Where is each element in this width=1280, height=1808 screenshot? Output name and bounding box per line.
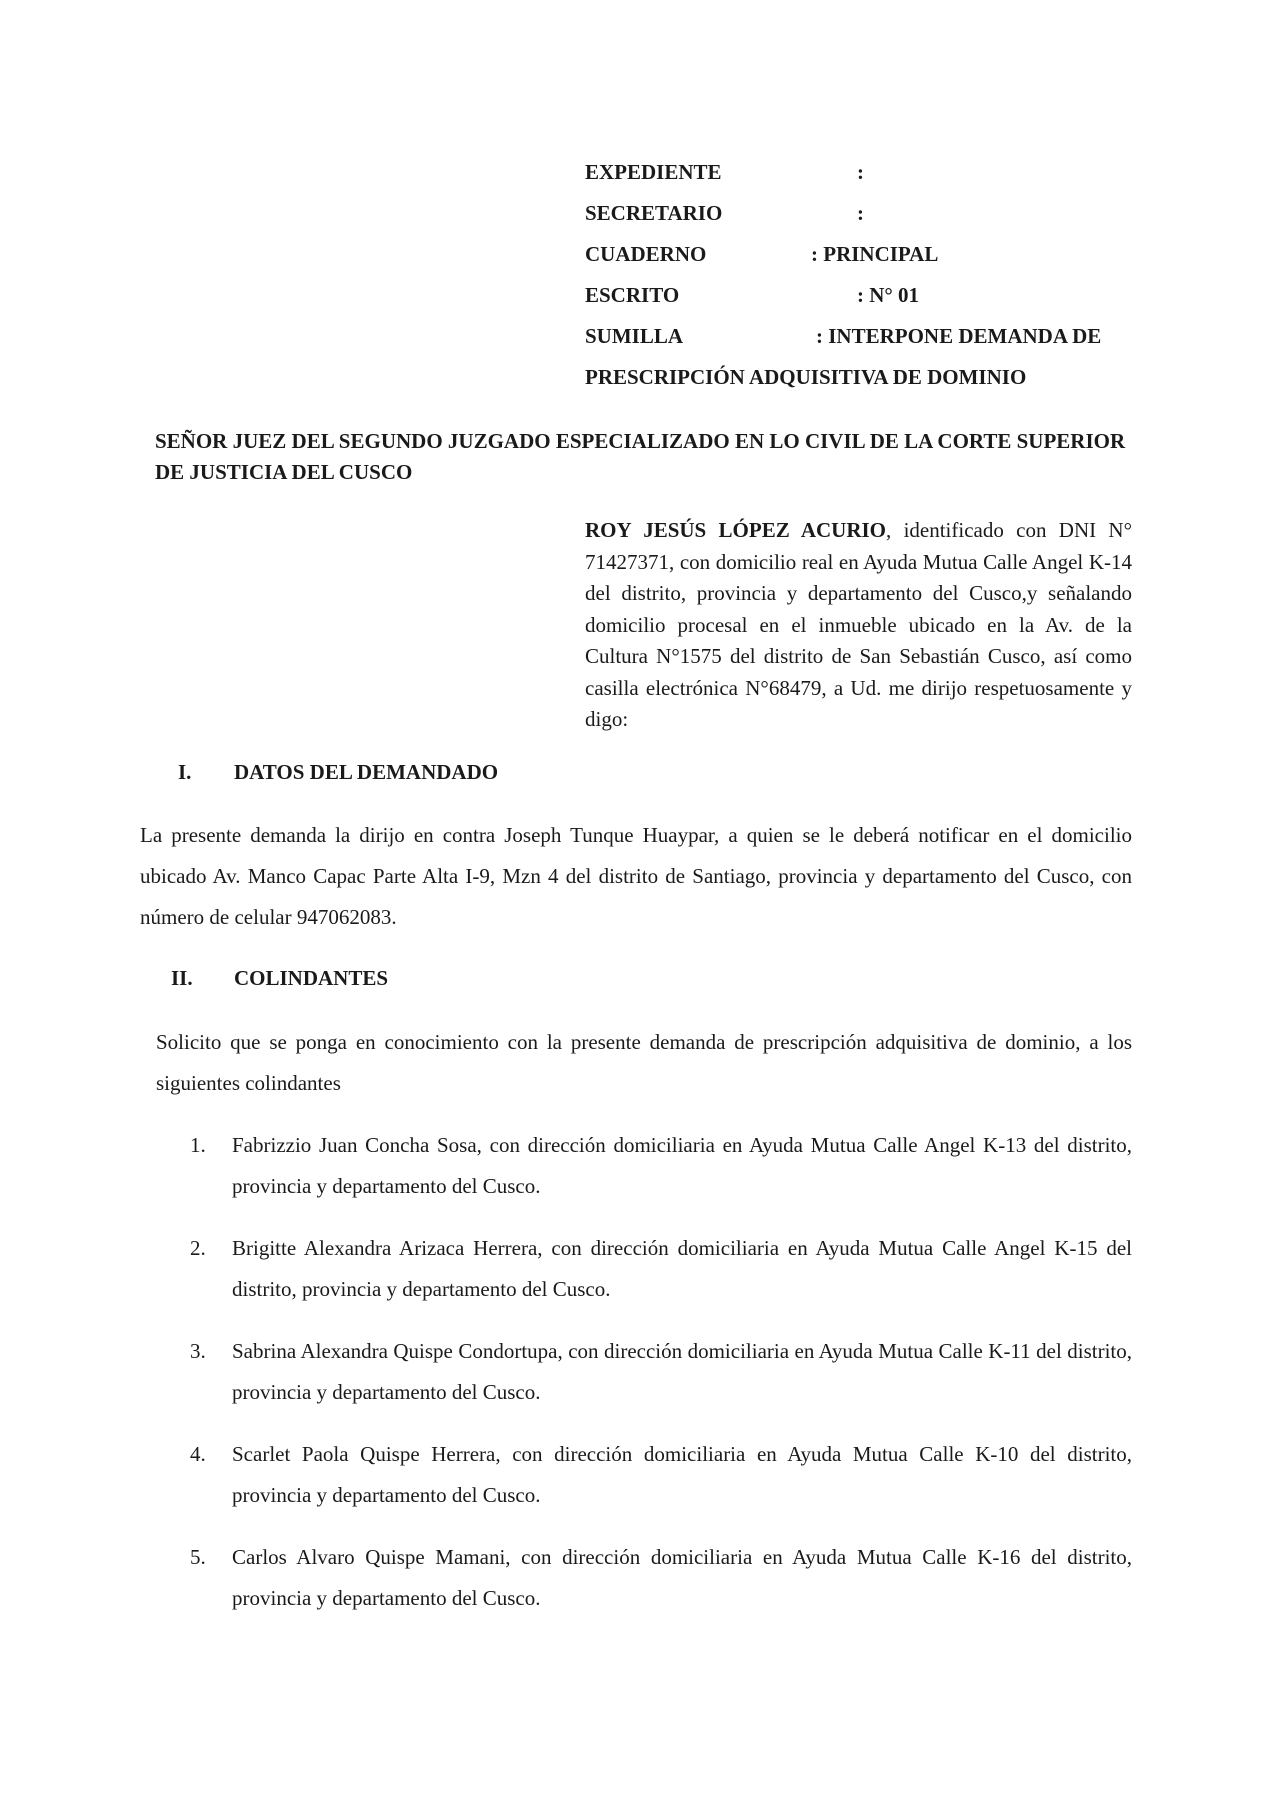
header-value: : [857, 160, 864, 184]
list-item [190, 1228, 1132, 1310]
section-title: DATOS DEL DEMANDADO [234, 760, 499, 784]
header-row-sumilla [585, 316, 1145, 357]
list-item [190, 1125, 1132, 1207]
header-value: : INTERPONE DEMANDA DE [816, 324, 1102, 348]
list-item-number: 5. [190, 1545, 206, 1569]
header-row-escrito [585, 275, 1145, 316]
list-item-text: Carlos Alvaro Quispe Mamani, con dirección domiciliaria en Ayuda Mutua Calle K-16 del distrito, provincia y departamento del Cusco. [232, 1545, 1132, 1610]
list-item-text: Brigitte Alexandra Arizaca Herrera, con dirección domiciliaria en Ayuda Mutua Calle Angel K-15 del distrito, provincia y departamento del Cusco. [232, 1236, 1132, 1301]
header-label: SECRETARIO [585, 201, 723, 225]
header-row-secretario [585, 193, 1145, 234]
header-row-expediente [585, 152, 1145, 193]
header-label: CUADERNO [585, 242, 707, 266]
header-label: SUMILLA [585, 324, 684, 348]
list-item-number: 4. [190, 1442, 206, 1466]
list-item [190, 1537, 1132, 1619]
header-value: : [857, 201, 864, 225]
intro-text: , identificado con DNI N° 71427371, con domicilio real en Ayuda Mutua Calle Angel K-14 del distrito, provincia y departamento del Cusco,y señalando domicilio procesal en el inmueble ubicado en la Av. de la Cultura N°1575 del distrito de San Sebastián Cusco, así como casilla electrónica N°68479, a Ud. me dirijo respetuosamente y digo: [585, 518, 1132, 731]
section-number: I. [178, 760, 192, 784]
header-label: EXPEDIENTE [585, 160, 722, 184]
list-item-text: Scarlet Paola Quispe Herrera, con dirección domiciliaria en Ayuda Mutua Calle K-10 del distrito, provincia y departamento del Cusco. [232, 1442, 1132, 1507]
section-title: COLINDANTES [234, 966, 389, 990]
section-body-colindantes: Solicito que se ponga en conocimiento con la presente demanda de prescripción adquisitiva de dominio, a los siguientes colindantes [156, 1030, 1132, 1095]
header-value: : PRINCIPAL [811, 242, 939, 266]
case-header [585, 152, 1145, 389]
section-body-demandado: La presente demanda la dirijo en contra Joseph Tunque Huaypar, a quien se le deberá notificar en el domicilio ubicado Av. Manco Capac Parte Alta I-9, Mzn 4 del distrito de Santiago, provincia y departamento del Cusco, con número de celular 947062083. [140, 823, 1132, 929]
colindantes-list [190, 1125, 1132, 1640]
list-item-number: 3. [190, 1339, 206, 1363]
header-row-cuaderno [585, 234, 1145, 275]
section-number: II. [171, 966, 193, 990]
list-item-text: Fabrizzio Juan Concha Sosa, con dirección domiciliaria en Ayuda Mutua Calle Angel K-13 del distrito, provincia y departamento del Cusco. [232, 1133, 1132, 1198]
sumilla-continuation: PRESCRIPCIÓN ADQUISITIVA DE DOMINIO [585, 365, 1027, 389]
list-item [190, 1331, 1132, 1413]
header-label: ESCRITO [585, 283, 680, 307]
addressee: SEÑOR JUEZ DEL SEGUNDO JUZGADO ESPECIALIZADO EN LO CIVIL DE LA CORTE SUPERIOR DE JUSTICIA DEL CUSCO [155, 429, 1126, 484]
list-item-number: 1. [190, 1133, 206, 1157]
list-item-number: 2. [190, 1236, 206, 1260]
header-value: : N° 01 [857, 283, 920, 307]
list-item-text: Sabrina Alexandra Quispe Condortupa, con dirección domiciliaria en Ayuda Mutua Calle K-11 del distrito, provincia y departamento del Cusco. [232, 1339, 1132, 1404]
intro-paragraph [585, 515, 1132, 736]
plaintiff-name: ROY JESÚS LÓPEZ ACURIO [585, 518, 887, 542]
list-item [190, 1434, 1132, 1516]
